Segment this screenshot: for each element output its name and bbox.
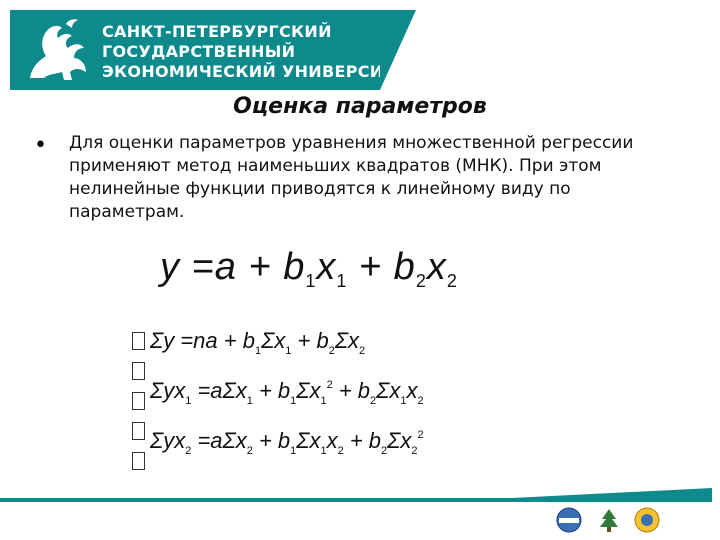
griffin-logo-icon [22, 16, 96, 86]
normal-equations-system [150, 320, 570, 470]
footer-accent [512, 488, 712, 498]
normal-equation: $\Sigma y =na + b_1\Sigma x_1 + b_2\Sigma x_2$ [150, 328, 366, 357]
normal-equation: $\Sigma yx_1 =a\Sigma x_1 + b_1\Sigma x_1^2 + b_2\Sigma x_1x_2$ [150, 378, 424, 407]
missing-glyph-box [132, 362, 145, 380]
missing-glyph-box [132, 422, 145, 440]
bullet-item [34, 132, 684, 224]
regression-equation: $y =a + b_1x_1 + b_2x_2$ [160, 246, 458, 291]
missing-glyph-box [132, 452, 145, 470]
missing-glyph-box [132, 332, 145, 350]
footer-bar [0, 498, 712, 506]
slide-title: Оценка параметров [233, 94, 487, 119]
university-name-line: ЭКОНОМИЧЕСКИЙ УНИВЕРСИТЕТ [102, 62, 418, 81]
bullet-dot-icon: • [34, 133, 47, 158]
normal-equation: $\Sigma yx_2 =a\Sigma x_2 + b_1\Sigma x_1x_2 + b_2\Sigma x_2^2$ [150, 428, 424, 457]
university-name-line: САНКТ-ПЕТЕРБУРГСКИЙ [102, 22, 332, 41]
medal-icon [634, 507, 660, 533]
bullet-text: Для оценки параметров уравнения множественной регрессии применяют метод наименьших квадратов (МНК). При этом нелинейные функции приводятся к линейному виду по параметрам. [69, 133, 634, 222]
footer-line [0, 498, 712, 502]
seal-icon [556, 507, 582, 533]
tree-emblem-icon [596, 507, 622, 533]
university-name-line: ГОСУДАРСТВЕННЫЙ [102, 42, 296, 61]
university-name [102, 22, 417, 82]
missing-glyph-box [132, 392, 145, 410]
university-header-banner [10, 10, 418, 90]
